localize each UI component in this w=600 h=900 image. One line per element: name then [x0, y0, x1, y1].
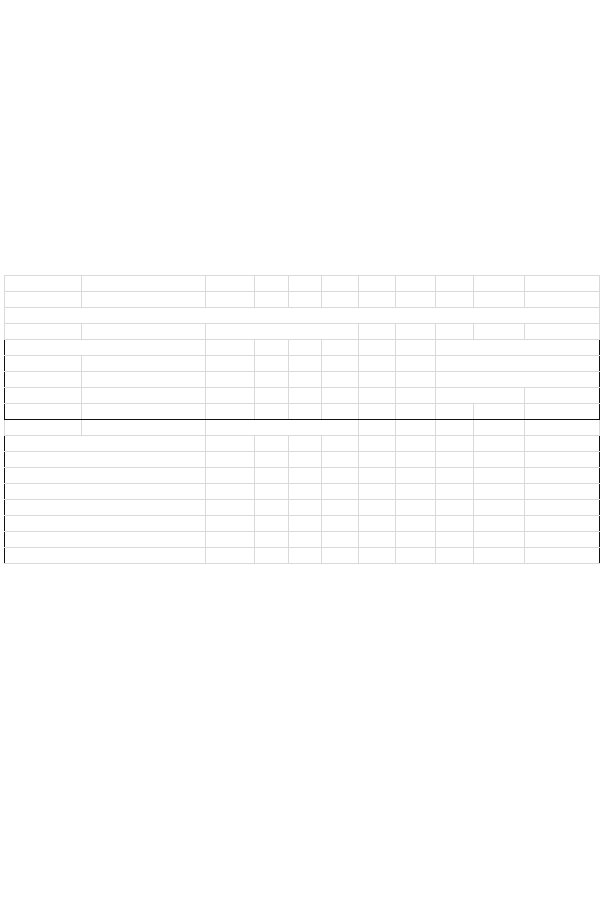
product-label	[5, 548, 206, 564]
product-row	[5, 532, 600, 548]
product-value-52	[288, 500, 322, 516]
header-row-5	[5, 404, 600, 420]
body-label-0	[82, 356, 206, 372]
product-tolerance-knit	[524, 516, 599, 532]
product-value-48	[206, 532, 255, 548]
product-value-48	[206, 436, 255, 452]
tolerance-header-line2	[436, 356, 600, 372]
product-rows	[5, 436, 600, 564]
product-tolerance-textile	[474, 500, 525, 516]
header-row-4	[5, 388, 600, 404]
product-tolerance-textile	[474, 532, 525, 548]
product-row	[5, 468, 600, 484]
product-value-52	[288, 516, 322, 532]
product-label	[5, 436, 206, 452]
product-value-48	[206, 452, 255, 468]
product-tolerance-knit	[524, 452, 599, 468]
tolerance-header-line3	[436, 372, 600, 388]
measurement-sheet	[4, 275, 600, 564]
product-title	[206, 420, 359, 436]
model-label	[5, 276, 82, 292]
product-row	[5, 484, 600, 500]
body-value-3-48	[206, 404, 255, 420]
product-tolerance-knit	[524, 548, 599, 564]
product-label	[5, 452, 206, 468]
body-value-1-50	[254, 372, 288, 388]
body-value-1-48	[206, 372, 255, 388]
product-value-52	[288, 532, 322, 548]
product-value-50	[254, 548, 288, 564]
product-row	[5, 436, 600, 452]
product-value-50	[254, 452, 288, 468]
product-title-row	[5, 420, 600, 436]
body-value-1-52	[288, 372, 322, 388]
body-label-1	[82, 372, 206, 388]
product-value-50	[254, 484, 288, 500]
measurement-table	[4, 275, 600, 564]
product-value-50	[254, 532, 288, 548]
product-row	[5, 548, 600, 564]
product-tolerance-textile	[474, 468, 525, 484]
textile-header	[474, 404, 525, 420]
product-value-52	[288, 548, 322, 564]
header-row-3	[5, 372, 600, 388]
product-row	[5, 452, 600, 468]
product-tolerance-textile	[474, 452, 525, 468]
product-label	[5, 484, 206, 500]
product-value-52	[288, 436, 322, 452]
product-label	[5, 516, 206, 532]
body-value-2-50	[254, 388, 288, 404]
product-value-50	[254, 436, 288, 452]
product-tolerance-textile	[474, 484, 525, 500]
product-value-48	[206, 500, 255, 516]
knit-header	[524, 404, 599, 420]
product-tolerance-knit	[524, 468, 599, 484]
name-header-line1	[5, 340, 206, 356]
product-tolerance-textile	[474, 436, 525, 452]
product-row	[5, 500, 600, 516]
product-value-48	[206, 516, 255, 532]
header-row-2	[5, 356, 600, 372]
body-label-3	[82, 404, 206, 420]
product-value-50	[254, 516, 288, 532]
product-value-52	[288, 468, 322, 484]
model-number	[82, 276, 206, 292]
product-label	[5, 468, 206, 484]
body-value-0-52	[288, 356, 322, 372]
body-label-2	[82, 388, 206, 404]
product-label	[5, 532, 206, 548]
body-value-0-50	[254, 356, 288, 372]
product-value-52	[288, 484, 322, 500]
product-tolerance-textile	[474, 548, 525, 564]
sizes-title	[206, 324, 359, 340]
product-row	[5, 516, 600, 532]
note-text	[5, 308, 600, 324]
note-row	[5, 308, 600, 324]
body-value-3-52	[288, 404, 322, 420]
body-value-0-48	[206, 356, 255, 372]
name-header-line2	[5, 356, 82, 372]
product-tolerance-knit	[524, 484, 599, 500]
body-value-2-48	[206, 388, 255, 404]
product-value-48	[206, 548, 255, 564]
body-value-2-52	[288, 388, 322, 404]
size-52-header	[288, 340, 322, 356]
product-value-50	[254, 500, 288, 516]
sizes-title-row	[5, 324, 600, 340]
product-tolerance-textile	[474, 516, 525, 532]
model-row	[5, 276, 600, 292]
header-row-1	[5, 340, 600, 356]
body-value-3-50	[254, 404, 288, 420]
product-value-48	[206, 468, 255, 484]
size-50-header	[254, 340, 288, 356]
product-tolerance-knit	[524, 500, 599, 516]
product-tolerance-knit	[524, 436, 599, 452]
product-tolerance-knit	[524, 532, 599, 548]
size-48-header	[206, 340, 255, 356]
product-value-48	[206, 484, 255, 500]
tolerance-header-line1	[436, 340, 600, 356]
product-value-50	[254, 468, 288, 484]
product-value-52	[288, 452, 322, 468]
product-label	[5, 500, 206, 516]
